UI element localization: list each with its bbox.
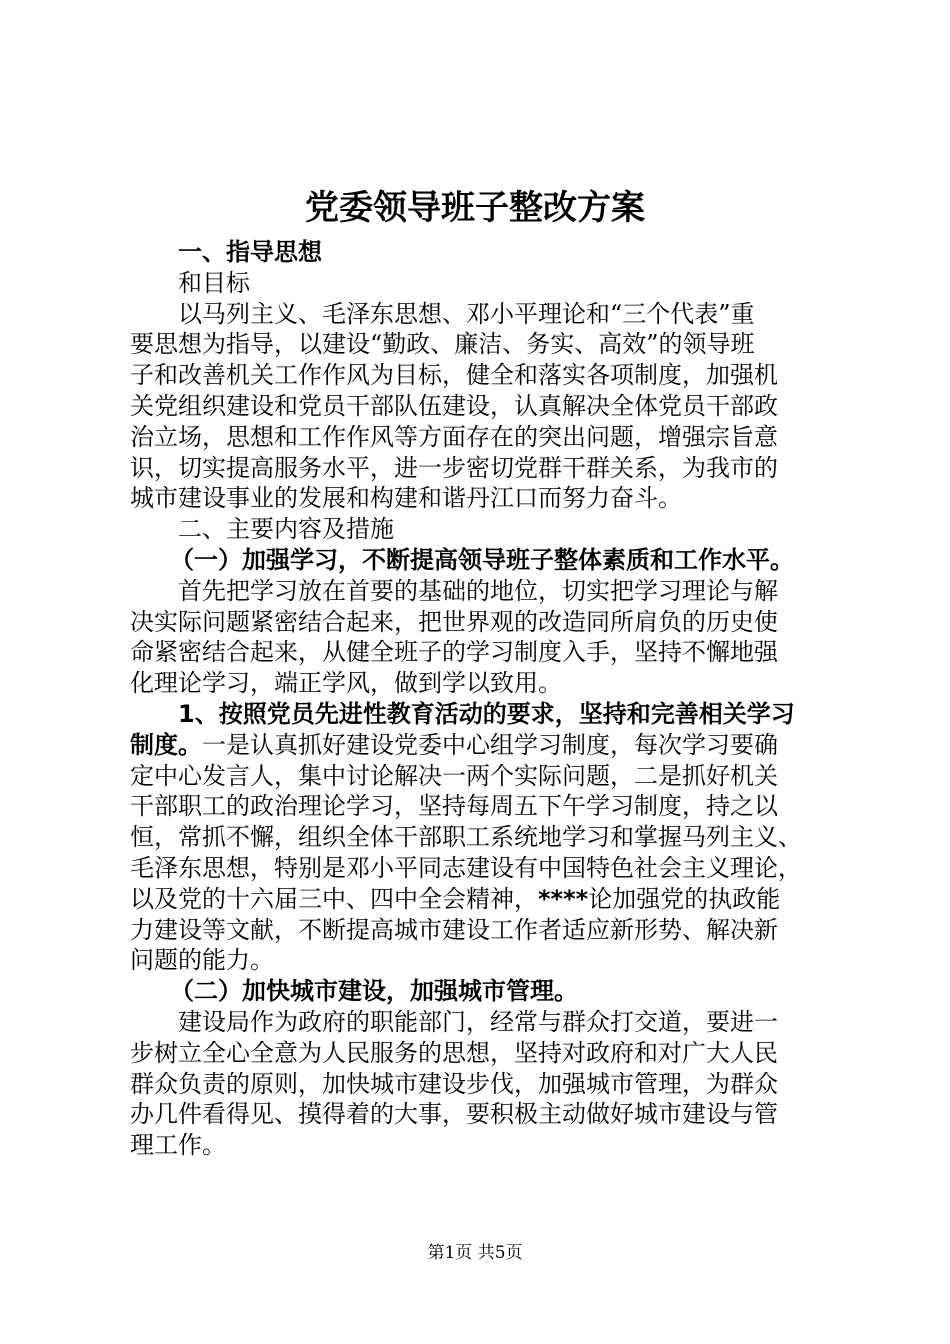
paragraph-line: 毛泽东思想，特别是邓小平同志建设有中国特色社会主义理论， [130,853,802,882]
subsection-heading-1: （一）加强学习，不断提高领导班子整体素质和工作水平。 [170,545,794,574]
paragraph-line: 恒，常抓不懈，组织全体干部职工系统地学习和掌握马列主义、 [130,823,802,852]
paragraph-line: 命紧密结合起来，从健全班子的学习制度入手，坚持不懈地强 [130,638,778,667]
paragraph-text: 论加强党的执政能 [588,884,781,913]
paragraph-line: 力建设等文献，不断提高城市建设工作者适应新形势、解决新 [130,915,778,944]
paragraph-line: 以马列主义、毛泽东思想、邓小平理论和“三个代表”重 [178,299,755,328]
paragraph-line: 关党组织建设和党员干部队伍建设，认真解决全体党员干部政 [130,391,778,420]
document-body [130,237,830,1161]
paragraph-line: 治立场，思想和工作作风等方面存在的突出问题，增强宗旨意 [130,422,778,451]
paragraph-line: 建设局作为政府的职能部门，经常与群众打交道，要进一 [178,1007,778,1036]
paragraph-line [130,730,830,761]
document-title: 党委领导班子整改方案 [305,188,645,228]
paragraph-line: 决实际问题紧密结合起来，把世界观的改造同所肩负的历史使 [130,607,778,636]
page-number-footer: 第1页 共5页 [427,1243,523,1263]
numbered-item-heading: 1、按照党员先进性教育活动的要求，坚持和完善相关学习 [178,699,795,728]
numbered-item-heading-end: 制度。 [130,730,202,759]
paragraph-line: 办几件看得见、摸得着的大事，要积极主动做好城市建设与管 [130,1100,778,1129]
paragraph-line: 子和改善机关工作作风为目标，健全和落实各项制度，加强机 [130,361,778,390]
paragraph-line: 首先把学习放在首要的基础的地位，切实把学习理论与解 [178,576,778,605]
paragraph-line: 定中心发言人，集中讨论解决一两个实际问题，二是抓好机关 [130,761,778,790]
paragraph-line [130,884,830,915]
paragraph-line: 群众负责的原则，加快城市建设步伐，加强城市管理，为群众 [130,1069,778,1098]
paragraph-line: 识，切实提高服务水平，进一步密切党群干群关系，为我市的 [130,453,778,482]
paragraph-line: 城市建设事业的发展和构建和谐丹江口而努力奋斗。 [130,484,682,513]
paragraph-line: 化理论学习，端正学风，做到学以致用。 [130,669,562,698]
paragraph-line: 理工作。 [130,1131,226,1160]
section-heading-1: 一、指导思想 [178,238,322,266]
subsection-heading-2: （二）加快城市建设，加强城市管理。 [170,977,578,1006]
paragraph-text: 一是认真抓好建设党委中心组学习制度，每次学习要确 [202,730,778,759]
section-heading-1-continued: 和目标 [178,268,250,297]
paragraph-line: 问题的能力。 [130,946,274,975]
paragraph-line: 步树立全心全意为人民服务的思想，坚持对政府和对广大人民 [130,1038,778,1067]
paragraph-line: 要思想为指导，以建设“勤政、廉洁、务实、高效”的领导班 [130,330,755,359]
redacted-text: **** [538,884,589,913]
section-heading-2: 二、主要内容及措施 [178,515,394,544]
paragraph-text: 以及党的十六届三中、四中全会精神， [130,884,538,913]
paragraph-line: 干部职工的政治理论学习，坚持每周五下午学习制度，持之以 [130,792,778,821]
